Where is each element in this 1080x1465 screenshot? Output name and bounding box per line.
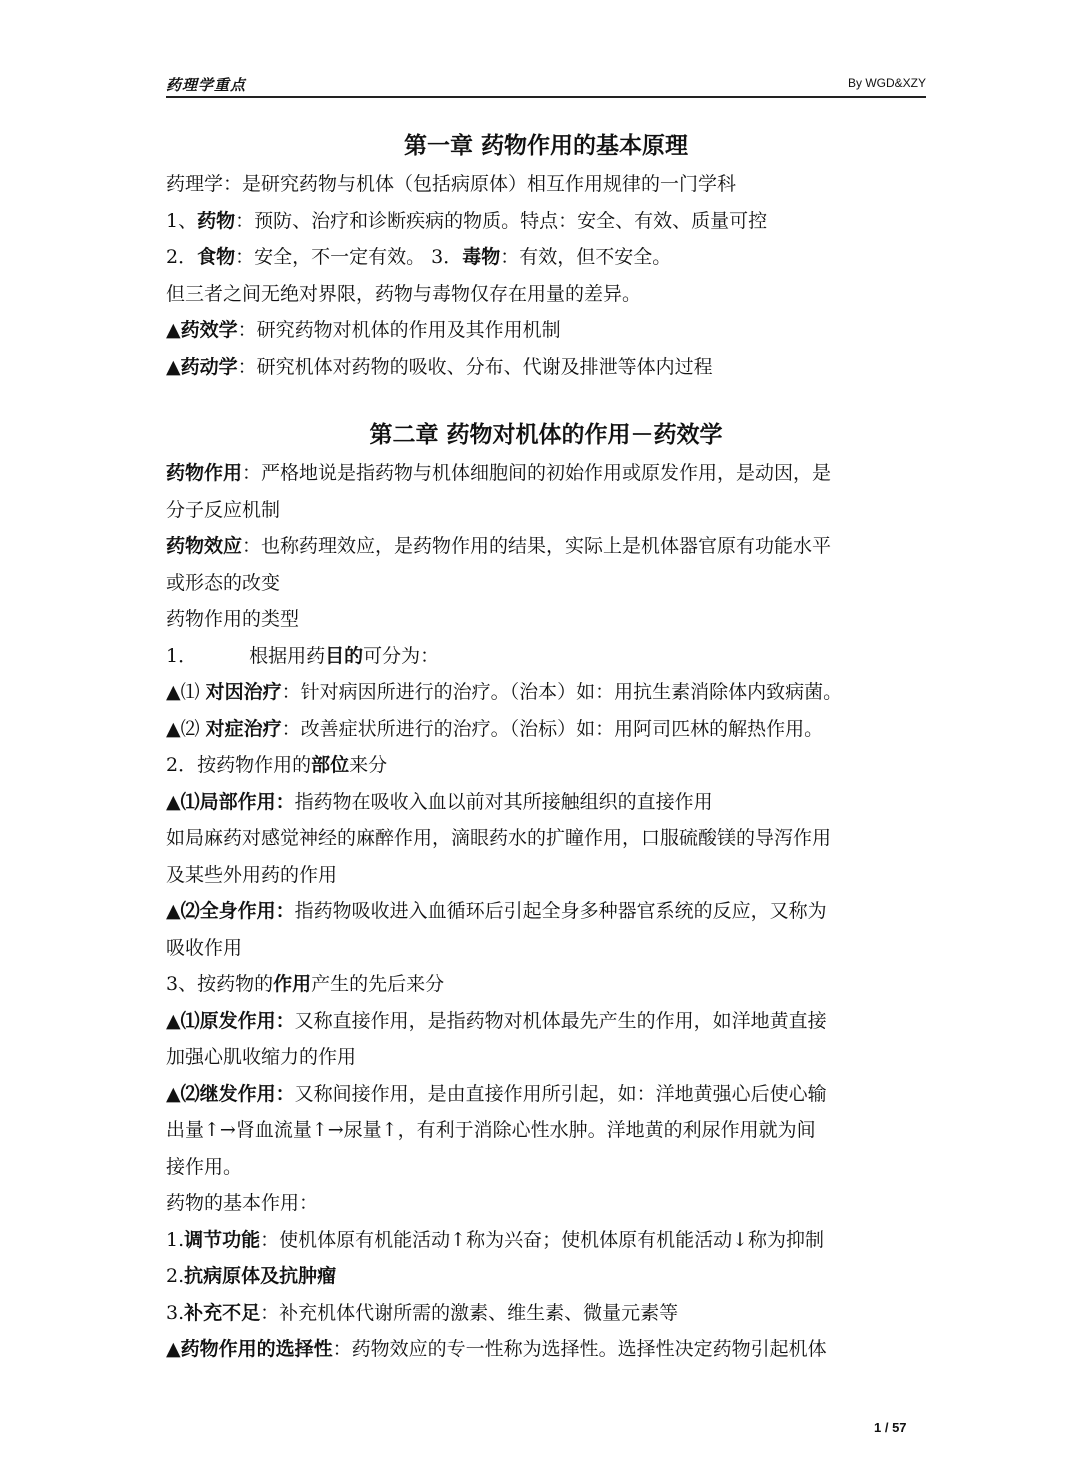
bold-term: 调节功能 xyxy=(184,1228,261,1251)
line-text: 药物作用的类型 xyxy=(166,608,300,630)
text-line xyxy=(166,312,926,349)
bold-term: 食物 xyxy=(197,246,236,268)
line-text: ：严格地说是指药物与机体细胞间的初始作用或原发作用，是动因，是 xyxy=(242,462,832,484)
text-line xyxy=(166,1149,926,1186)
line-text: 但三者之间无绝对界限，药物与毒物仅存在用量的差异。 xyxy=(166,282,642,305)
line-text: 2． xyxy=(166,246,198,268)
line-text: ：也称药理效应，是药物作用的结果，实际上是机体器官原有功能水平 xyxy=(242,535,832,557)
bold-term: ▲⑴局部作用： xyxy=(166,790,295,813)
line-text: 出量↑→肾血流量↑→尿量↑，有利于消除心性水肿。洋地黄的利尿作用就为间 xyxy=(166,1119,816,1141)
chapter-1-body xyxy=(166,166,926,385)
chapter-1-title: 第一章 药物作用的基本原理 xyxy=(403,133,688,159)
line-text: 1． xyxy=(166,644,198,667)
line-text: ：使机体原有机能活动↑称为兴奋；使机体原有机能活动↓称为抑制 xyxy=(260,1228,824,1251)
line-text: ：针对病因所进行的治疗。（治本）如：用抗生素消除体内致病菌。 xyxy=(281,681,843,703)
bold-term: ▲药物作用的选择性 xyxy=(166,1338,333,1360)
bold-term: 抗病原体及抗肿瘤 xyxy=(184,1265,337,1287)
bold-term: ▲⑵继发作用： xyxy=(166,1082,295,1105)
line-text: 2. xyxy=(166,1265,185,1287)
line-text: 来分 xyxy=(349,754,388,776)
line-text: ：有效，但不安全。 xyxy=(500,246,672,268)
line-text: 可分为： xyxy=(363,644,440,667)
line-text: 药物的基本作用： xyxy=(166,1192,319,1214)
text-line xyxy=(166,1076,926,1113)
line-text: 3、按药物的 xyxy=(166,973,274,995)
line-text: 分子反应机制 xyxy=(166,498,281,521)
bold-term: 补充不足 xyxy=(184,1301,261,1324)
line-text: 药理学：是研究药物与机体（包括病原体）相互作用规律的一门学科 xyxy=(166,173,737,195)
text-line xyxy=(166,784,926,821)
text-line xyxy=(166,1331,926,1368)
line-text: ：研究机体对药物的吸收、分布、代谢及排泄等体内过程 xyxy=(237,355,713,378)
text-line xyxy=(166,1039,926,1076)
text-line xyxy=(166,747,926,784)
chapter-2-body xyxy=(166,455,926,1368)
text-line xyxy=(166,930,926,967)
line-text: ：安全，不一定有效。 3． xyxy=(235,246,463,268)
line-text: 产生的先后来分 xyxy=(311,973,445,995)
text-line xyxy=(166,893,926,930)
bold-term: ▲药效学 xyxy=(166,319,238,341)
line-text: ▲⑴ xyxy=(166,681,206,703)
bold-term: ▲⑵全身作用： xyxy=(166,900,295,922)
text-line xyxy=(166,1258,926,1295)
line-text: 接作用。 xyxy=(166,1155,243,1178)
text-line xyxy=(166,638,926,675)
bold-term: 药物 xyxy=(197,209,236,232)
line-text: ▲⑵ xyxy=(166,717,206,740)
text-line xyxy=(166,455,926,492)
text-line xyxy=(166,239,926,276)
bold-term: 毒物 xyxy=(462,246,501,268)
text-line xyxy=(166,1003,926,1040)
text-line xyxy=(166,711,926,748)
bold-term: 目的 xyxy=(325,644,364,667)
line-text: 如局麻药对感觉神经的麻醉作用，滴眼药水的扩瞳作用，口服硫酸镁的导泻作用 xyxy=(166,827,832,849)
line-text: 1、 xyxy=(166,209,198,232)
text-line xyxy=(166,492,926,529)
text-line xyxy=(166,674,926,711)
line-text: 加强心肌收缩力的作用 xyxy=(166,1046,357,1068)
bold-term: 药物效应 xyxy=(166,535,243,557)
line-text: 1. xyxy=(166,1228,185,1251)
document-body xyxy=(166,126,926,1368)
line-text: 3. xyxy=(166,1301,185,1324)
text-line xyxy=(166,857,926,894)
line-text: 又称间接作用，是由直接作用所引起，如：洋地黄强心后使心输 xyxy=(294,1082,827,1105)
text-line xyxy=(166,1222,926,1259)
text-line xyxy=(166,820,926,857)
header-author: By WGD&XZY xyxy=(847,76,926,90)
line-text: ：补充机体代谢所需的激素、维生素、微量元素等 xyxy=(260,1301,679,1324)
text-line xyxy=(166,349,926,386)
line-text: 指药物吸收进入血循环后引起全身多种器官系统的反应，又称为 xyxy=(294,900,827,922)
line-text: ：改善症状所进行的治疗。（治标）如：用阿司匹林的解热作用。 xyxy=(281,717,824,740)
text-line xyxy=(166,276,926,313)
text-line xyxy=(166,966,926,1003)
line-text: 又称直接作用，是指药物对机体最先产生的作用，如洋地黄直接 xyxy=(294,1009,827,1032)
text-line xyxy=(166,601,926,638)
bold-term: 对症治疗 xyxy=(205,717,282,740)
text-line xyxy=(166,565,926,602)
page-header xyxy=(166,70,926,98)
line-text: 吸收作用 xyxy=(166,936,243,959)
text-line xyxy=(166,203,926,240)
text-line xyxy=(166,1185,926,1222)
line-text: 或形态的改变 xyxy=(166,571,281,594)
text-line xyxy=(166,1112,926,1149)
text-line xyxy=(166,528,926,565)
bold-term: 药物作用 xyxy=(166,462,243,484)
bold-term: ▲⑴原发作用： xyxy=(166,1009,295,1032)
page-number: 1 / 57 xyxy=(874,1420,907,1435)
text-line xyxy=(166,1295,926,1332)
bold-term: ▲药动学 xyxy=(166,355,238,378)
line-text: 指药物在吸收入血以前对其所接触组织的直接作用 xyxy=(294,790,713,813)
line-text: ：研究药物对机体的作用及其作用机制 xyxy=(237,319,561,341)
line-text: ：预防、治疗和诊断疾病的物质。特点：安全、有效、质量可控 xyxy=(235,209,768,232)
line-text: ：药物效应的专一性称为选择性。选择性决定药物引起机体 xyxy=(332,1338,827,1360)
bold-term: 作用 xyxy=(273,973,312,995)
bold-term: 部位 xyxy=(311,754,350,776)
text-line xyxy=(166,166,926,203)
header-title: 药理学重点 xyxy=(166,76,247,94)
chapter-2-title: 第二章 药物对机体的作用－药效学 xyxy=(369,422,723,448)
line-text: 根据用药 xyxy=(249,644,326,667)
line-text: 2．按药物作用的 xyxy=(166,754,312,776)
line-text: 及某些外用药的作用 xyxy=(166,863,338,886)
bold-term: 对因治疗 xyxy=(205,681,282,703)
